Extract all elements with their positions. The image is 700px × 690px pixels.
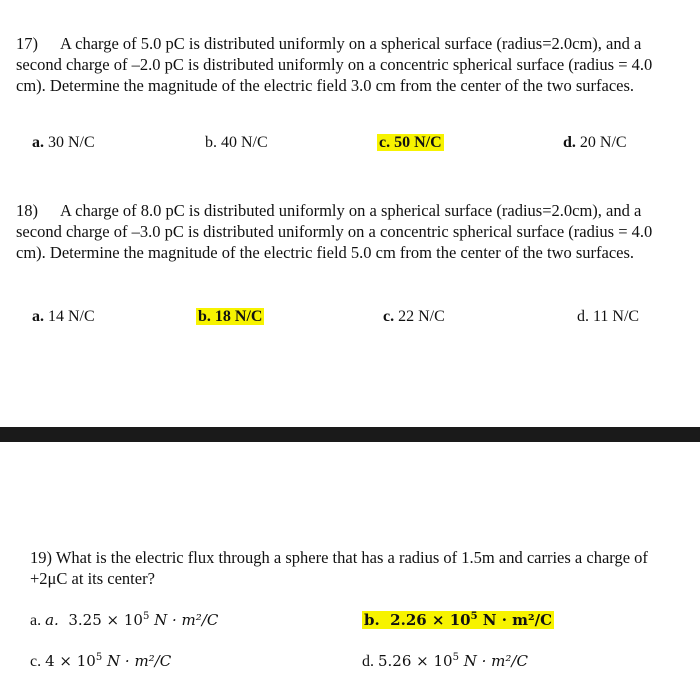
- q17-highlighted-answer: c. 50 N/C: [379, 134, 442, 151]
- q19-highlighted-answer: b. $2.26 \times 10^5$ N · m²/C: [364, 611, 553, 629]
- q18-option-d[interactable]: d. 11 N/C: [577, 308, 640, 325]
- q19-option-b[interactable]: [362, 610, 554, 631]
- q18-option-a[interactable]: a. 14 N/C: [32, 308, 95, 325]
- question-17-text: 17) A charge of 5.0 pC is distributed uniformly on a spherical surface (radius=2.0cm), and a second charge of –2.0 pC is distributed uniformly on a concentric spherical surface (radius = 4.0 cm). Determine the magnitude of the electric field 3.0 cm from the center of the two surfaces.: [16, 34, 653, 95]
- question-18-text: 18) A charge of 8.0 pC is distributed uniformly on a spherical surface (radius=2.0cm), and a second charge of –3.0 pC is distributed uniformly on a concentric spherical surface (radius = 4.0 cm). Determine the magnitude of the electric field 5.0 cm from the center of the two surfaces.: [16, 201, 653, 262]
- q17-option-a[interactable]: a. 30 N/C: [32, 134, 95, 151]
- q17-option-d[interactable]: d. 20 N/C: [563, 134, 627, 151]
- q19-option-c[interactable]: c. $4 \times 10^5$ N · m²/C: [30, 652, 172, 670]
- question-19: [30, 547, 680, 589]
- q19-option-d[interactable]: d. $5.26 \times 10^5$ N · m²/C: [362, 652, 528, 670]
- question-18-number: 18): [16, 201, 38, 220]
- q18-highlighted-answer: b. 18 N/C: [198, 308, 263, 325]
- q17-option-b[interactable]: b. 40 N/C: [205, 134, 268, 151]
- q18-option-c[interactable]: c. 22 N/C: [383, 308, 445, 325]
- question-17-number: 17): [16, 34, 38, 53]
- question-18: [16, 200, 676, 263]
- section-divider-bar: [0, 427, 700, 442]
- q17-option-c[interactable]: [377, 133, 444, 153]
- question-17: [16, 33, 676, 96]
- question-19-text: 19) What is the electric flux through a sphere that has a radius of 1.5m and carries a charge of +2μC at its center?: [30, 548, 648, 588]
- q18-option-b[interactable]: [196, 307, 264, 327]
- q19-option-a[interactable]: a. a. $3.25 \times 10^5$ N · m²/C: [30, 611, 219, 629]
